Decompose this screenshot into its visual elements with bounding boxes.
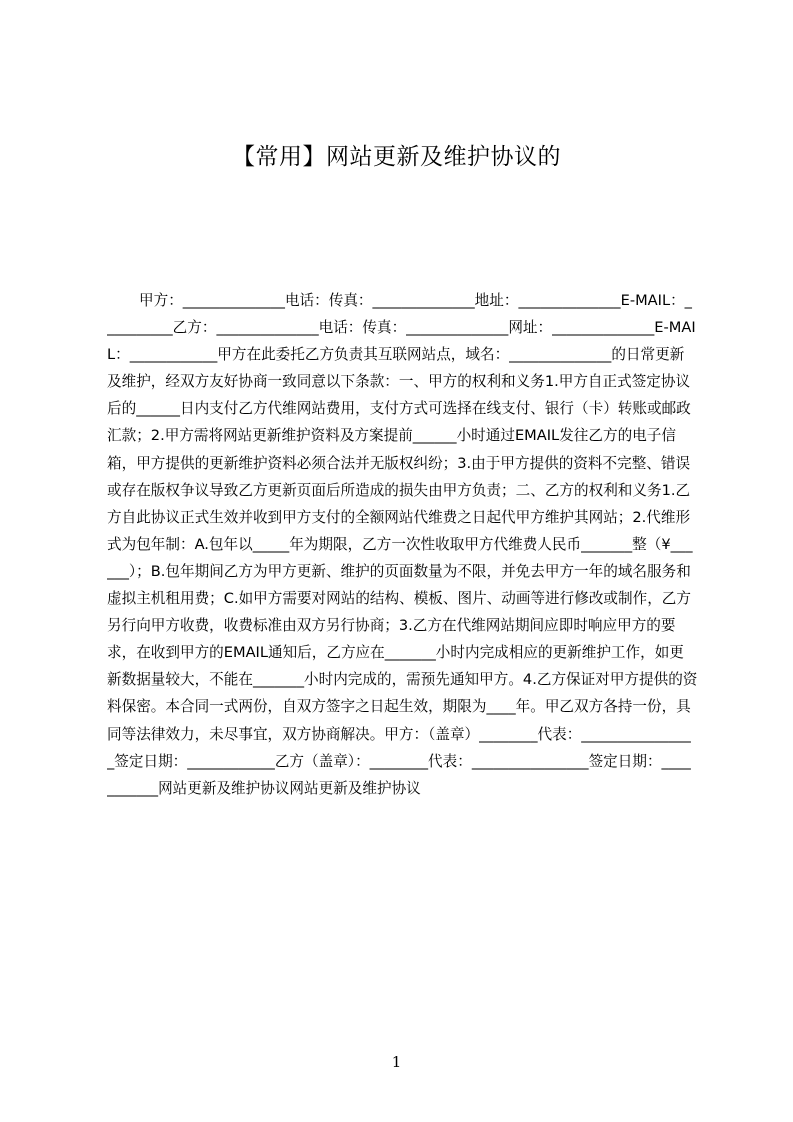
- agreement-body-text: 甲方：______________电话：传真：______________地址：______________E-MAIL：__________乙方：______________电话：传真：______________网址：______________E-MAIL：____________甲方在此委托乙方负责其互联网站点，域名：______________的日常更新及维护，经双方友好协商一致同意以下条款：一、甲方的权利和义务1.甲方自正式签定协议后的______日内支付乙方代维网站费用，支付方式可选择在线支付、银行（卡）转账或邮政汇款；2.甲方需将网站更新维护资料及方案提前______小时通过EMAIL发往乙方的电子信箱，甲方提供的更新维护资料必须合法并无版权纠纷；3.由于甲方提供的资料不完整、错误或存在版权争议导致乙方更新页面后所造成的损失由甲方负责；二、乙方的权利和义务1.乙方自此协议正式生效并收到甲方支付的全额网站代维费之日起代甲方维护其网站；2.代维形式为包年制：A.包年以_____年为期限，乙方一次性收取甲方代维费人民币_______整（¥______）；B.包年期间乙方为甲方更新、维护的页面数量为不限，并免去甲方一年的域名服务和虚拟主机租用费；C.如甲方需要对网站的结构、模板、图片、动画等进行修改或制作，乙方另行向甲方收费，收费标准由双方另行协商；3.乙方在代维网站期间应即时响应甲方的要求，在收到甲方的EMAIL通知后，乙方应在_______小时内完成相应的更新维护工作，如更新数据量较大，不能在_______小时内完成的，需预先通知甲方。4.乙方保证对甲方提供的资料保密。本合同一式两份，自双方签字之日起生效，期限为____年。甲乙双方各持一份，具同等法律效力，未尽事宜，双方协商解决。甲方：（盖章）________代表：________________签定日期：____________乙方（盖章）：________代表：________________签定日期：___________网站更新及维护协议网站更新及维护协议: [107, 292, 698, 797]
- page-number: 1: [391, 1053, 402, 1071]
- document-title: 【常用】网站更新及维护协议的: [232, 144, 561, 170]
